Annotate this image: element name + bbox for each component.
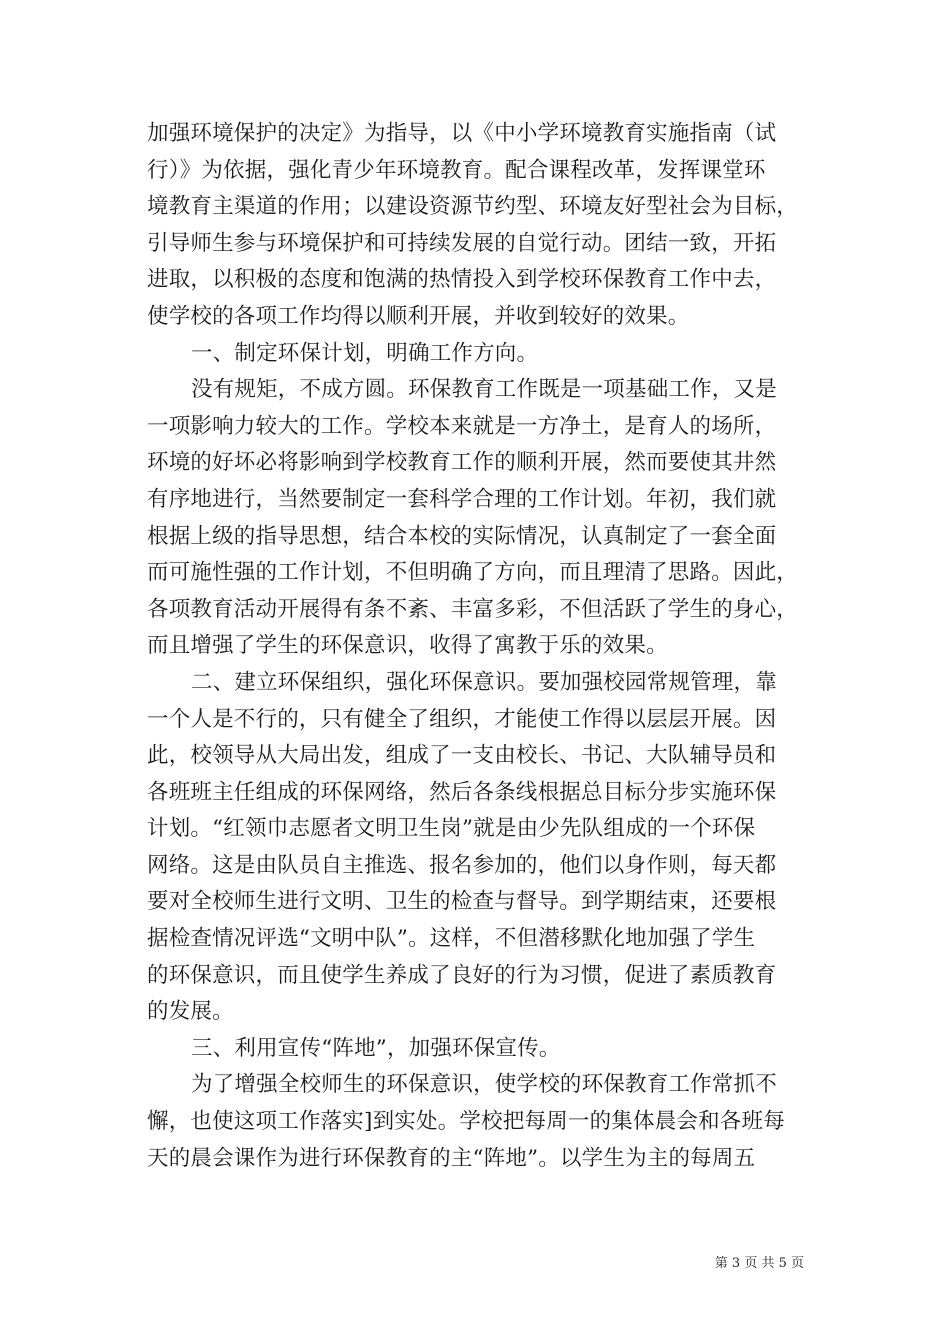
text-line: 加强环境保护的决定》为指导，以《中小学环境教育实施指南（试 (147, 121, 777, 146)
text-line: 二、建立环保组织，强化环保意识。要加强校园常规管理，靠 (191, 669, 777, 695)
text-line: 要对全校师生进行文明、卫生的检查与督导。到学期结束，还要根 (147, 889, 777, 915)
text-line: 使学校的各项工作均得以顺利开展，并收到较好的效果。 (147, 303, 690, 329)
text-line: 的环保意识，而且使学生养成了良好的行为习惯，促进了素质教育 (147, 962, 777, 988)
text-line: 境教育主渠道的作用；以建设资源节约型、环境友好型社会为目标， (147, 194, 799, 220)
text-line: 一个人是不行的，只有健全了组织，才能使工作得以层层开展。因 (147, 706, 777, 732)
text-line: 根据上级的指导思想，结合本校的实际情况，认真制定了一套全面 (147, 523, 777, 549)
text-line: 三、利用宣传“阵地”，加强环保宣传。 (191, 1035, 561, 1061)
text-line: 行）》为依据，强化青少年环境教育。配合课程改革，发挥课堂环 (147, 157, 766, 183)
text-line: 网络。这是由队员自主推选、报名参加的，他们以身作则，每天都 (147, 852, 777, 878)
text-line: 计划。“红领巾志愿者文明卫生岗”就是由少先队组成的一个环保 (147, 816, 756, 842)
text-line: 有序地进行，当然要制定一套科学合理的工作计划。年初，我们就 (147, 486, 777, 512)
page-number-footer: 第 3 页 共 5 页 (714, 1256, 804, 1271)
text-line: 而且增强了学生的环保意识，收得了寓教于乐的效果。 (147, 633, 668, 659)
text-line: 而可施性强的工作计划，不但明确了方向，而且理清了思路。因此， (147, 560, 799, 586)
text-line: 各项教育活动开展得有条不紊、丰富多彩，不但活跃了学生的身心， (147, 596, 799, 622)
text-line: 环境的好坏必将影响到学校教育工作的顺利开展，然而要使其井然 (147, 450, 777, 476)
text-line: 一、制定环保计划，明确工作方向。 (191, 340, 539, 366)
text-line: 各班班主任组成的环保网络，然后各条线根据总目标分步实施环保 (147, 779, 777, 805)
text-line: 引导师生参与环境保护和可持续发展的自觉行动。团结一致，开拓 (147, 230, 777, 256)
text-line: 天的晨会课作为进行环保教育的主“阵地”。以学生为主的每周五 (147, 1145, 756, 1171)
text-line: 一项影响力较大的工作。学校本来就是一方净土，是育人的场所， (147, 413, 777, 439)
text-line: 没有规矩，不成方圆。环保教育工作既是一项基础工作，又是 (191, 377, 777, 403)
text-line: 的发展。 (147, 999, 234, 1025)
text-line: 据检查情况评选“文明中队”。这样，不但潜移默化地加强了学生 (147, 926, 756, 952)
text-line: 懈，也使这项工作落实]到实处。学校把每周一的集体晨会和各班每 (147, 1109, 785, 1135)
document-body (147, 116, 807, 1177)
text-line: 进取，以积极的态度和饱满的热情投入到学校环保教育工作中去， (147, 267, 777, 293)
text-line: 为了增强全校师生的环保意识，使学校的环保教育工作常抓不 (191, 1072, 777, 1098)
text-line: 此，校领导从大局出发，组成了一支由校长、书记、大队辅导员和 (147, 743, 777, 769)
